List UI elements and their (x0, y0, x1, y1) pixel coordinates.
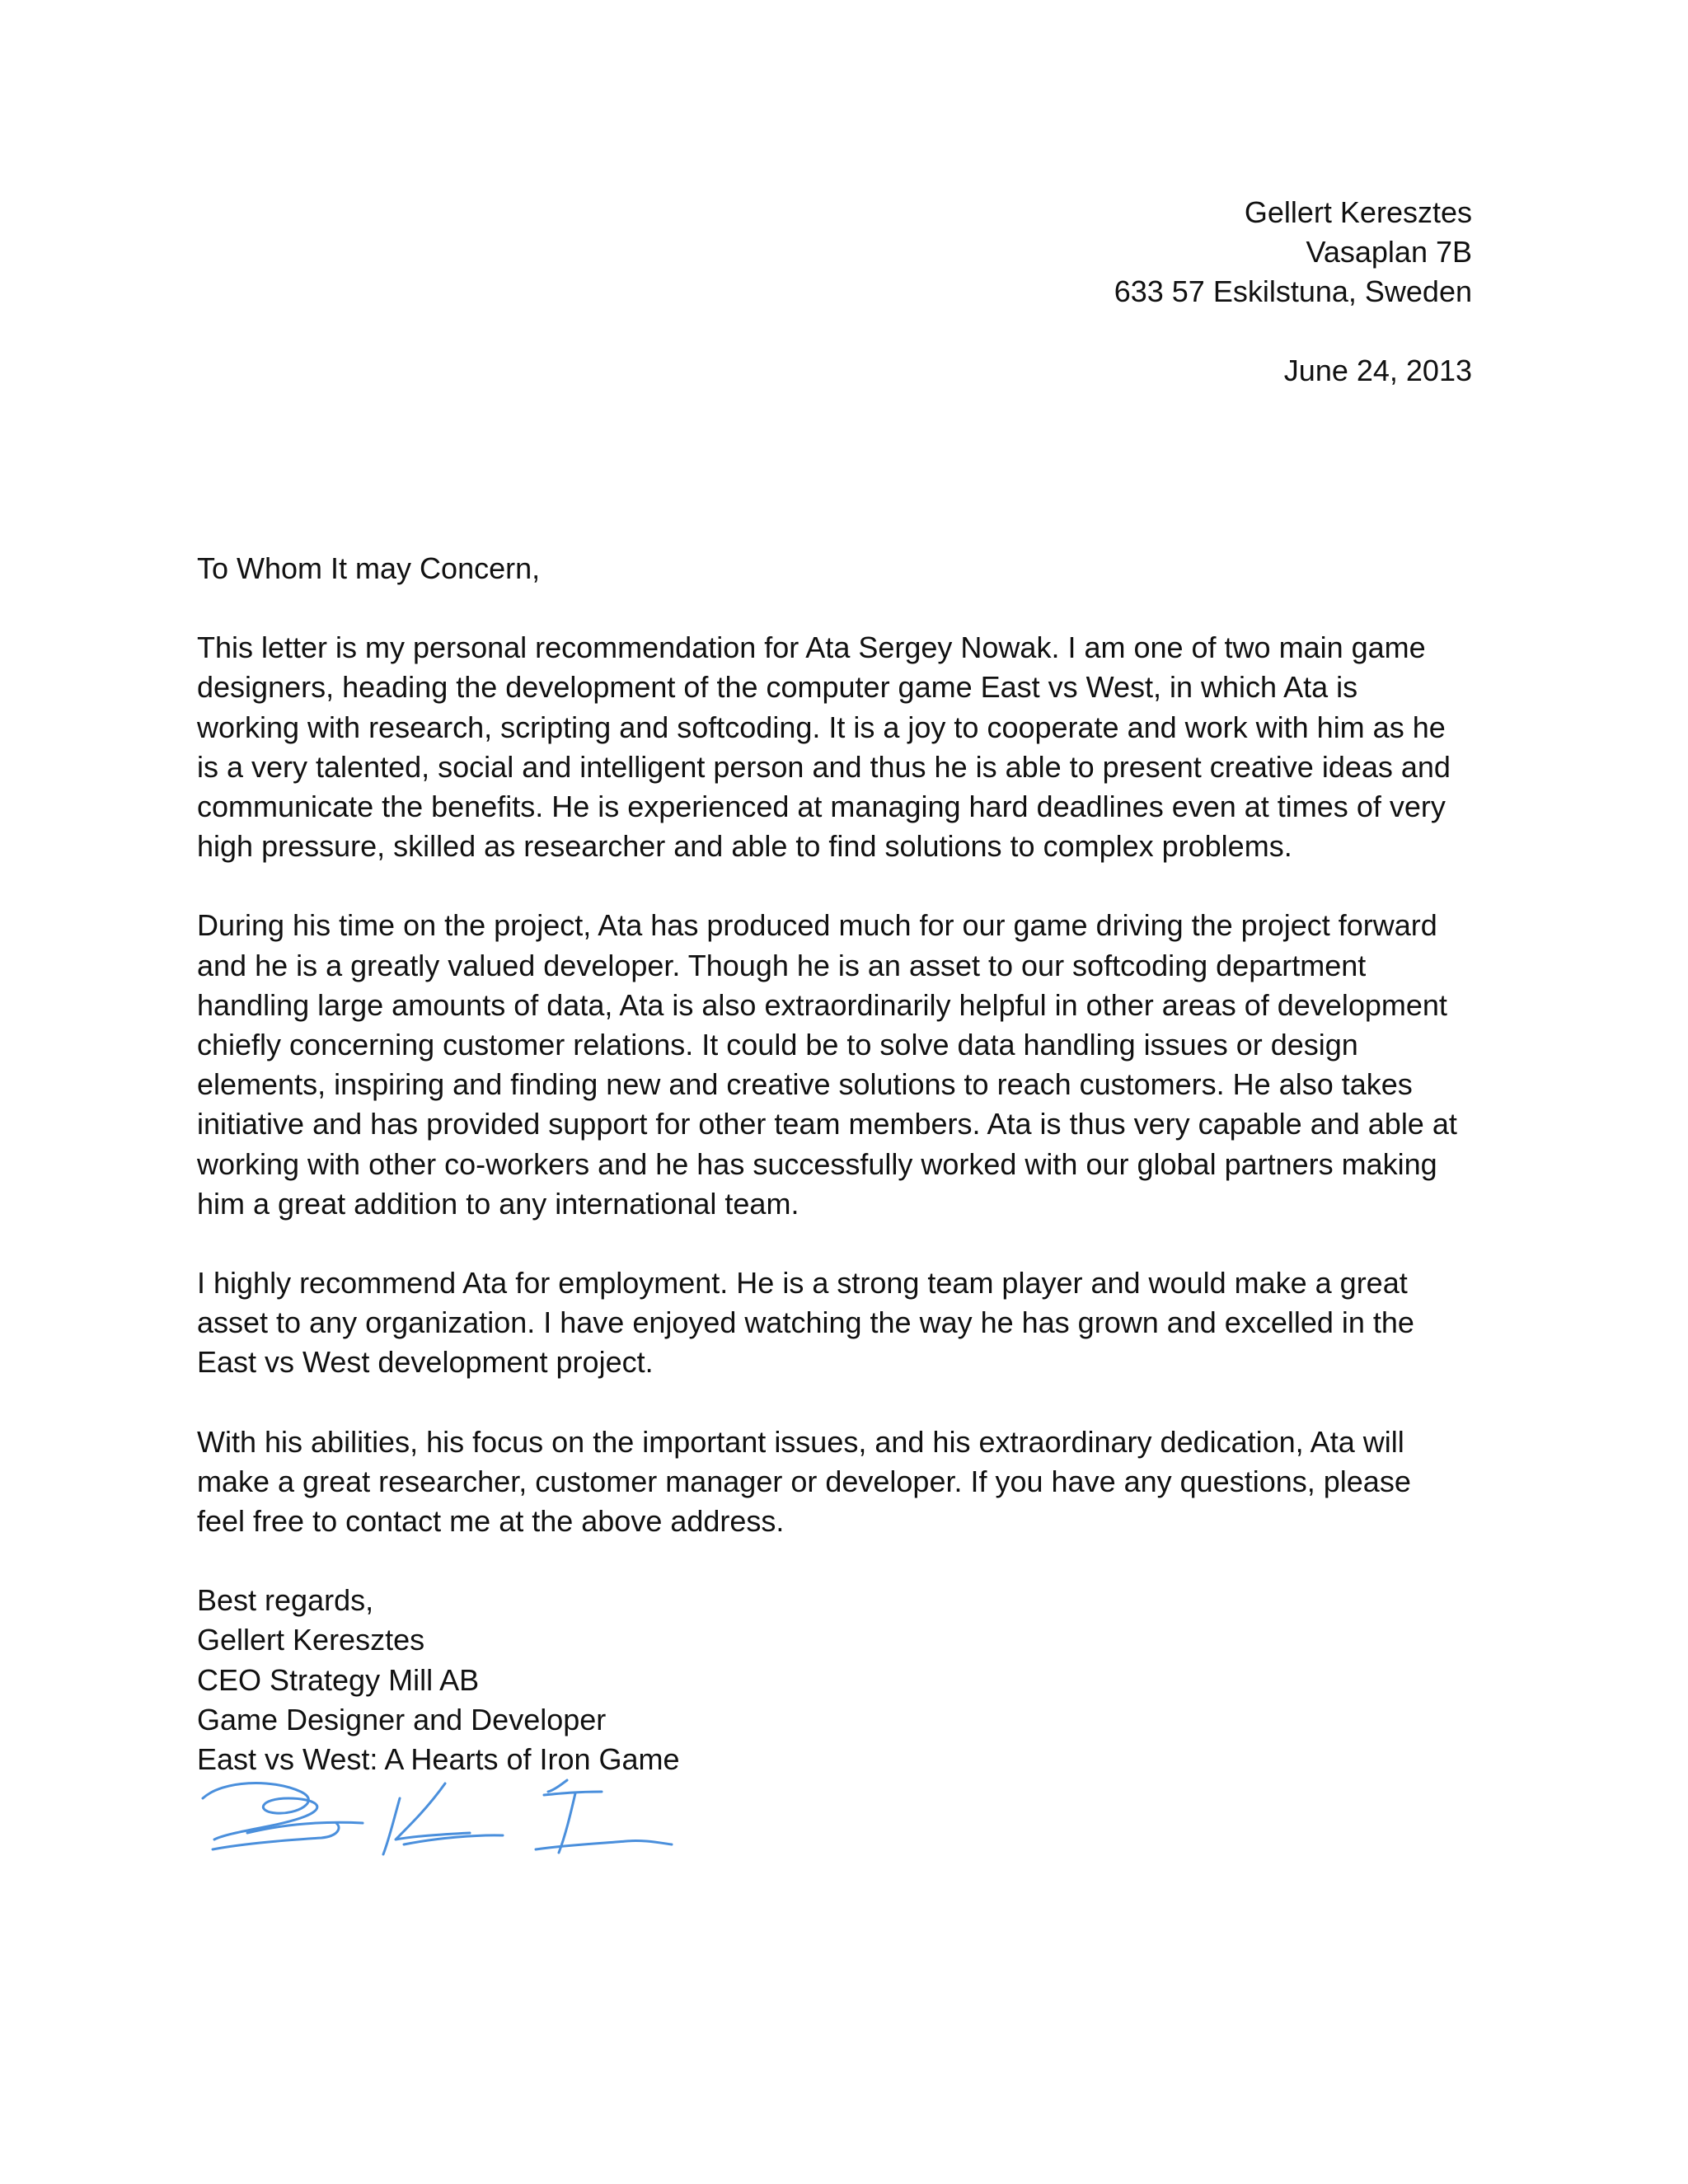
closing-title-company: CEO Strategy Mill AB (197, 1662, 480, 1697)
closing-name: Gellert Keresztes (197, 1623, 425, 1657)
text-line: With his abilities, his focus on the important issues, and his extraordinary dedication, Ata will (197, 1424, 1404, 1459)
closing-block (197, 1581, 1499, 1779)
text-line: This letter is my personal recommendation for Ata Sergey Nowak. I am one of two main game (197, 630, 1426, 665)
text-line: I highly recommend Ata for employment. He is a strong team player and would make a great (197, 1266, 1408, 1301)
text-line: elements, inspiring and finding new and creative solutions to reach customers. He also takes (197, 1067, 1413, 1102)
text-line: handling large amounts of data, Ata is also extraordinarily helpful in other areas of development (197, 987, 1447, 1022)
text-line: chiefly concerning customer relations. It could be to solve data handling issues or design (197, 1028, 1358, 1062)
closing-title-game: East vs West: A Hearts of Iron Game (197, 1742, 680, 1777)
paragraph-3 (197, 1263, 1499, 1383)
text-line: asset to any organization. I have enjoyed watching the way he has grown and excelled in the (197, 1305, 1414, 1340)
text-line: East vs West development project. (197, 1345, 654, 1380)
paragraph-2 (197, 906, 1499, 1224)
letter-date: June 24, 2013 (1283, 354, 1472, 387)
text-line: high pressure, skilled as researcher and able to find solutions to complex problems. (197, 829, 1292, 864)
text-line: is a very talented, social and intelligent person and thus he is able to present creative ideas and (197, 749, 1451, 784)
paragraph-4 (197, 1422, 1499, 1542)
text-line: him a great addition to any international team. (197, 1186, 799, 1221)
text-line: initiative and has provided support for other team members. Ata is thus very capable and able at (197, 1107, 1457, 1141)
text-line: During his time on the project, Ata has produced much for our game driving the project forward (197, 908, 1437, 943)
handwritten-signature-icon (198, 1774, 684, 1864)
sender-city: 633 57 Eskilstuna, Sweden (1114, 274, 1472, 308)
closing-title-role: Game Designer and Developer (197, 1702, 607, 1736)
closing-regards: Best regards, (197, 1583, 374, 1618)
salutation: To Whom It may Concern, (197, 551, 541, 585)
text-line: make a great researcher, customer manager or developer. If you have any questions, please (197, 1464, 1411, 1498)
letter-body (197, 549, 1499, 1779)
paragraph-1 (197, 628, 1499, 866)
text-line: working with other co-workers and he has successfully worked with our global partners making (197, 1146, 1437, 1181)
text-line: designers, heading the development of the computer game East vs West, in which Ata is (197, 670, 1358, 705)
text-line: working with research, scripting and softcoding. It is a joy to cooperate and work with him as he (197, 710, 1446, 744)
text-line: feel free to contact me at the above address. (197, 1504, 785, 1539)
sender-address-block (730, 193, 1472, 312)
text-line: communicate the benefits. He is experienced at managing hard deadlines even at times of very (197, 790, 1446, 824)
sender-street: Vasaplan 7B (1306, 235, 1472, 269)
text-line: and he is a greatly valued developer. Though he is an asset to our softcoding department (197, 948, 1367, 982)
sender-name: Gellert Keresztes (1244, 195, 1472, 229)
